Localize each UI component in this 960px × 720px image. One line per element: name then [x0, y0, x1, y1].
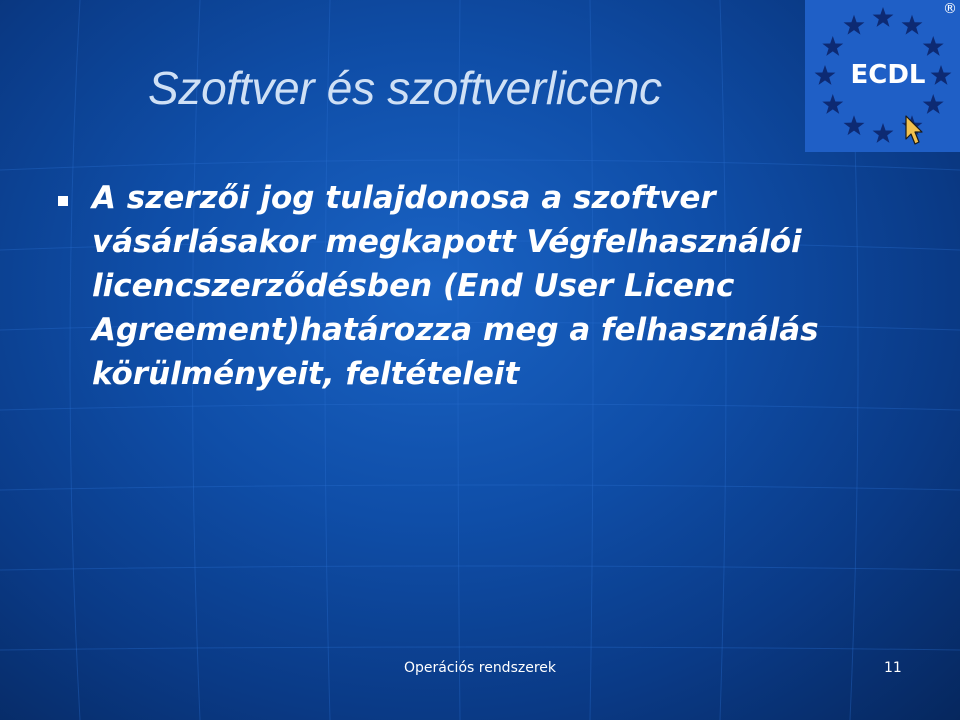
- footer-text: Operációs rendszerek: [404, 660, 556, 676]
- slide-title: Szoftver és szoftverlicenc: [148, 62, 662, 114]
- ecdl-logo-text: ECDL: [850, 60, 926, 90]
- bullet-square-icon: [58, 196, 68, 206]
- bullet-text: A szerzői jog tulajdonosa a szoftver vásárlásakor megkapott Végfelhasználói licencszerződésben (End User Licenc Agreement)határozza meg a felhasználás körülményeit, feltételeit: [92, 180, 819, 392]
- page-number: 11: [884, 660, 902, 676]
- ecdl-logo: [805, 0, 960, 152]
- registered-mark: ®: [943, 1, 957, 17]
